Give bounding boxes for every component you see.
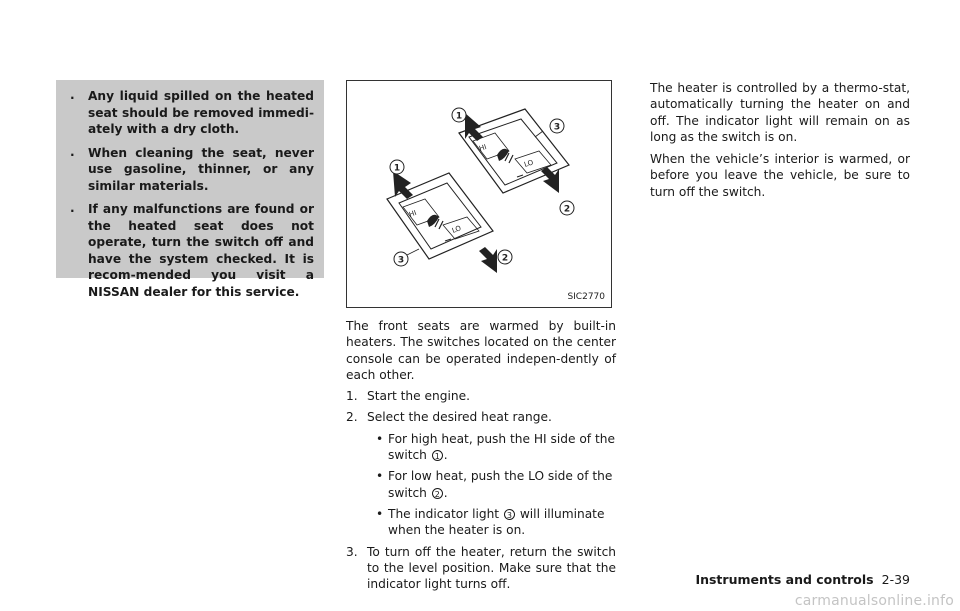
bullet-low-heat: • For low heat, push the LO side of the switch 2 . xyxy=(376,469,613,500)
warning-text: When cleaning the seat, never use gasoline, thinner, or any similar materials. xyxy=(88,145,314,193)
callout-2-lower xyxy=(498,250,512,264)
lo-label: LO xyxy=(450,224,463,235)
page-footer xyxy=(695,572,910,587)
step-1: 1. Start the engine. xyxy=(346,389,470,404)
warning-list xyxy=(56,80,324,300)
svg-text:1: 1 xyxy=(455,111,463,122)
bullet-high-heat: • For high heat, push the HI side of the switch 1 . xyxy=(376,431,615,463)
figure-code: SIC2770 xyxy=(567,292,605,302)
svg-text:1: 1 xyxy=(393,163,401,174)
right-column xyxy=(650,80,910,206)
turn-off-paragraph: When the vehicle’s interior is warmed, or before you leave the vehicle, be sure to turn off the switch. xyxy=(650,152,910,199)
thermostat-paragraph: The heater is controlled by a thermo-stat, automatically turning the heater on and off. The indicator light will remain on as long as the switch is on. xyxy=(650,81,910,144)
callout-1-upper xyxy=(452,108,466,122)
callout-ref-3: 3 xyxy=(504,509,515,520)
svg-text:3: 3 xyxy=(397,255,405,266)
warning-item: . Any liquid spilled on the heated seat should be removed immedi-ately with a dry cloth. xyxy=(70,88,314,136)
warning-item: . When cleaning the seat, never use gasoline, thinner, or any similar materials. xyxy=(70,144,314,193)
callout-ref-1: 1 xyxy=(432,450,443,461)
switch-illustration xyxy=(347,81,611,307)
callout-2-upper xyxy=(560,201,574,215)
arrow-icon xyxy=(465,113,483,141)
callout-ref-2: 2 xyxy=(432,488,443,499)
hi-label: HI xyxy=(478,143,488,153)
section-title: Instruments and controls xyxy=(695,572,874,587)
warning-panel xyxy=(56,80,324,299)
warning-text: If any malfunctions are found or the heated seat does not operate, turn the switch off and have the system checked. It is recom-mended you visit a NISSAN dealer for this service. xyxy=(88,202,314,299)
svg-text:3: 3 xyxy=(553,122,561,133)
step-2: 2. Select the desired heat range. xyxy=(346,410,552,425)
middle-column xyxy=(346,318,616,597)
arrow-icon xyxy=(479,247,497,273)
bullet-indicator: • The indicator light 3 will illuminate when the heater is on. xyxy=(376,506,605,538)
step-3: 3. To turn off the heater, return the switch to the level position. Make sure that the indicator light turns off. xyxy=(346,544,616,592)
arrow-icon xyxy=(393,171,413,199)
svg-text:2: 2 xyxy=(563,204,571,215)
hi-label: HI xyxy=(407,208,418,219)
svg-text:2: 2 xyxy=(501,253,509,264)
heat-bullets xyxy=(346,431,616,539)
heated-seat-switch-figure xyxy=(346,80,612,308)
callout-3-upper xyxy=(550,119,564,133)
callout-3-lower xyxy=(394,252,408,266)
warning-text: Any liquid spilled on the heated seat should be removed immedi-ately with a dry cloth. xyxy=(88,89,314,136)
callout-1-lower xyxy=(390,160,404,174)
warning-item: . If any malfunctions are found or the heated seat does not operate, turn the switch off and have the system checked. It is recom-mended you visit a NISSAN dealer for this service. xyxy=(70,201,314,299)
watermark: carmanualsonline.info xyxy=(794,593,954,609)
intro-paragraph: The front seats are warmed by built-in heaters. The switches located on the center console can be operated indepen-dently of each other. xyxy=(346,319,616,382)
page-number: 2-39 xyxy=(881,572,910,587)
lo-label: LO xyxy=(523,158,535,169)
